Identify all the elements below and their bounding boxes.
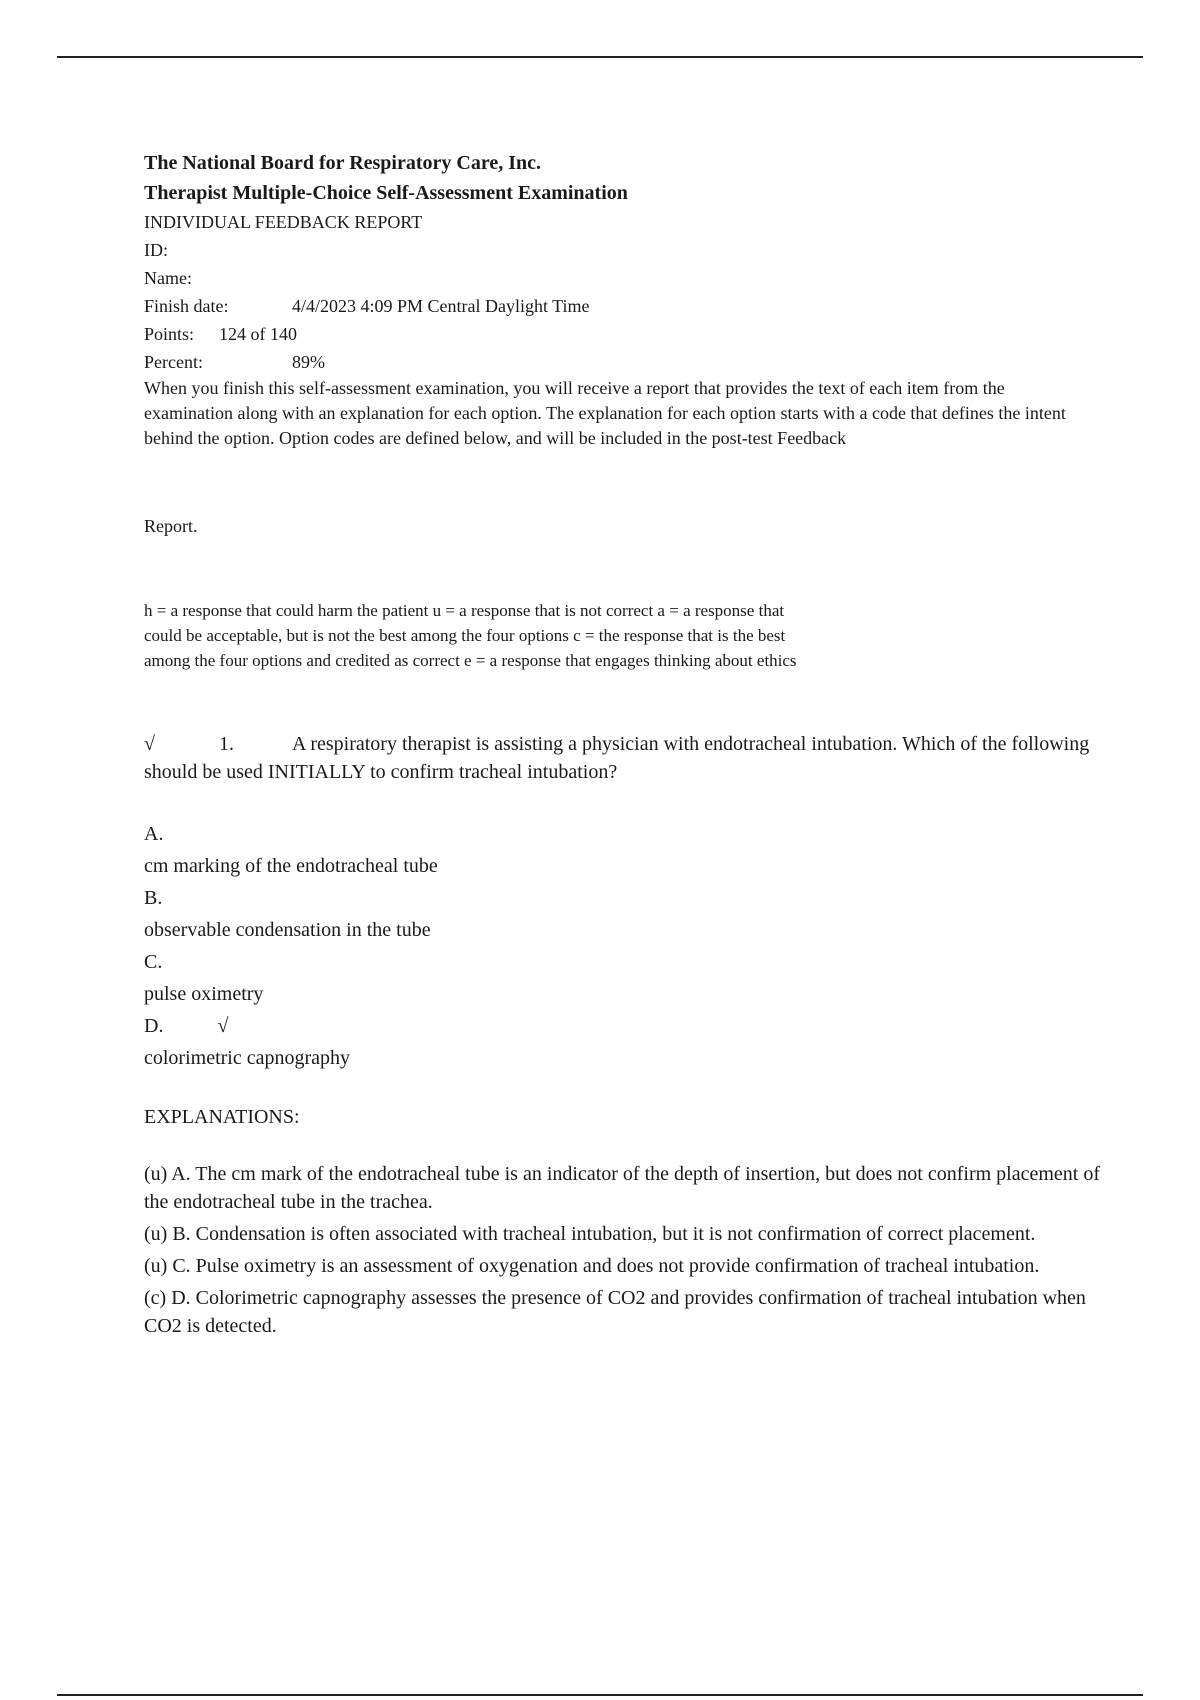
- name-row: [144, 264, 1084, 292]
- points-value: 124 of 140: [219, 324, 297, 344]
- finish-date-value: 4/4/2023 4:09 PM Central Daylight Time: [292, 296, 590, 316]
- percent-label: Percent:: [144, 352, 203, 372]
- selected-check-icon: √: [217, 1015, 229, 1037]
- option-codes-legend: h = a response that could harm the patient u = a response that is not correct a = a response that could be acceptable, but is not the best among the four options c = the response that is the best among the four options and credited as correct e = a response that engages thinking about ethics: [144, 601, 797, 670]
- intro-paragraph: When you finish this self-assessment examination, you will receive a report that provides the text of each item from the examination along with an explanation for each option. The explanation for each option starts with a code that defines the intent behind the option. Option codes are defined below, and will be included in the post-test Feedback: [144, 378, 1066, 448]
- question-text: A respiratory therapist is assisting a physician with endotracheal intubation. Which of the following should be used INITIALLY to confirm tracheal intubation?: [144, 733, 1090, 783]
- option-c-label: C.: [144, 951, 163, 973]
- explanations-heading: EXPLANATIONS:: [144, 1106, 300, 1128]
- option-text-c: pulse oximetry: [144, 983, 264, 1005]
- percent-value: 89%: [292, 352, 325, 372]
- question-number: 1.: [219, 733, 234, 755]
- explanations-list: [144, 1160, 1104, 1344]
- option-letter-a: [144, 818, 1044, 850]
- exam-title: Therapist Multiple-Choice Self-Assessment Examination: [144, 182, 628, 204]
- finish-date-row: [144, 292, 1084, 320]
- option-letter-b: [144, 882, 1044, 914]
- bottom-rule: [57, 1694, 1143, 1696]
- option-text-d: colorimetric capnography: [144, 1047, 351, 1069]
- option-d-label: D.: [144, 1015, 164, 1037]
- explanation-c: (u) C. Pulse oximetry is an assessment of oxygenation and does not provide confirmation of tracheal intubation.: [144, 1255, 1040, 1277]
- explanation-b: (u) B. Condensation is often associated with tracheal intubation, but it is not confirmation of correct placement.: [144, 1223, 1036, 1245]
- report-type: INDIVIDUAL FEEDBACK REPORT: [144, 212, 423, 232]
- option-a-label: A.: [144, 823, 164, 845]
- points-label: Points:: [144, 324, 195, 344]
- name-label: Name:: [144, 268, 192, 288]
- option-b-label: B.: [144, 887, 163, 909]
- id-label: ID:: [144, 240, 168, 260]
- option-text-a: cm marking of the endotracheal tube: [144, 855, 438, 877]
- option-letter-d: [144, 1010, 1044, 1042]
- percent-row: [144, 348, 1084, 376]
- option-letter-c: [144, 946, 1044, 978]
- question-stem: [144, 730, 1104, 786]
- intro-continuation: Report.: [144, 516, 198, 536]
- correct-check-icon: √: [144, 733, 155, 755]
- option-text-b: observable condensation in the tube: [144, 919, 431, 941]
- document-body: [144, 148, 1101, 1337]
- answer-options: [144, 818, 1044, 1074]
- points-row: [144, 320, 1084, 348]
- id-row: [144, 236, 1084, 264]
- explanation-a: (u) A. The cm mark of the endotracheal tube is an indicator of the depth of insertion, but does not confirm placement of the endotracheal tube in the trachea.: [144, 1163, 1101, 1213]
- org-title: The National Board for Respiratory Care, Inc.: [144, 152, 542, 174]
- top-rule: [57, 56, 1143, 58]
- explanation-d: (c) D. Colorimetric capnography assesses the presence of CO2 and provides confirmation of tracheal intubation when CO2 is detected.: [144, 1287, 1086, 1337]
- finish-date-label: Finish date:: [144, 296, 229, 316]
